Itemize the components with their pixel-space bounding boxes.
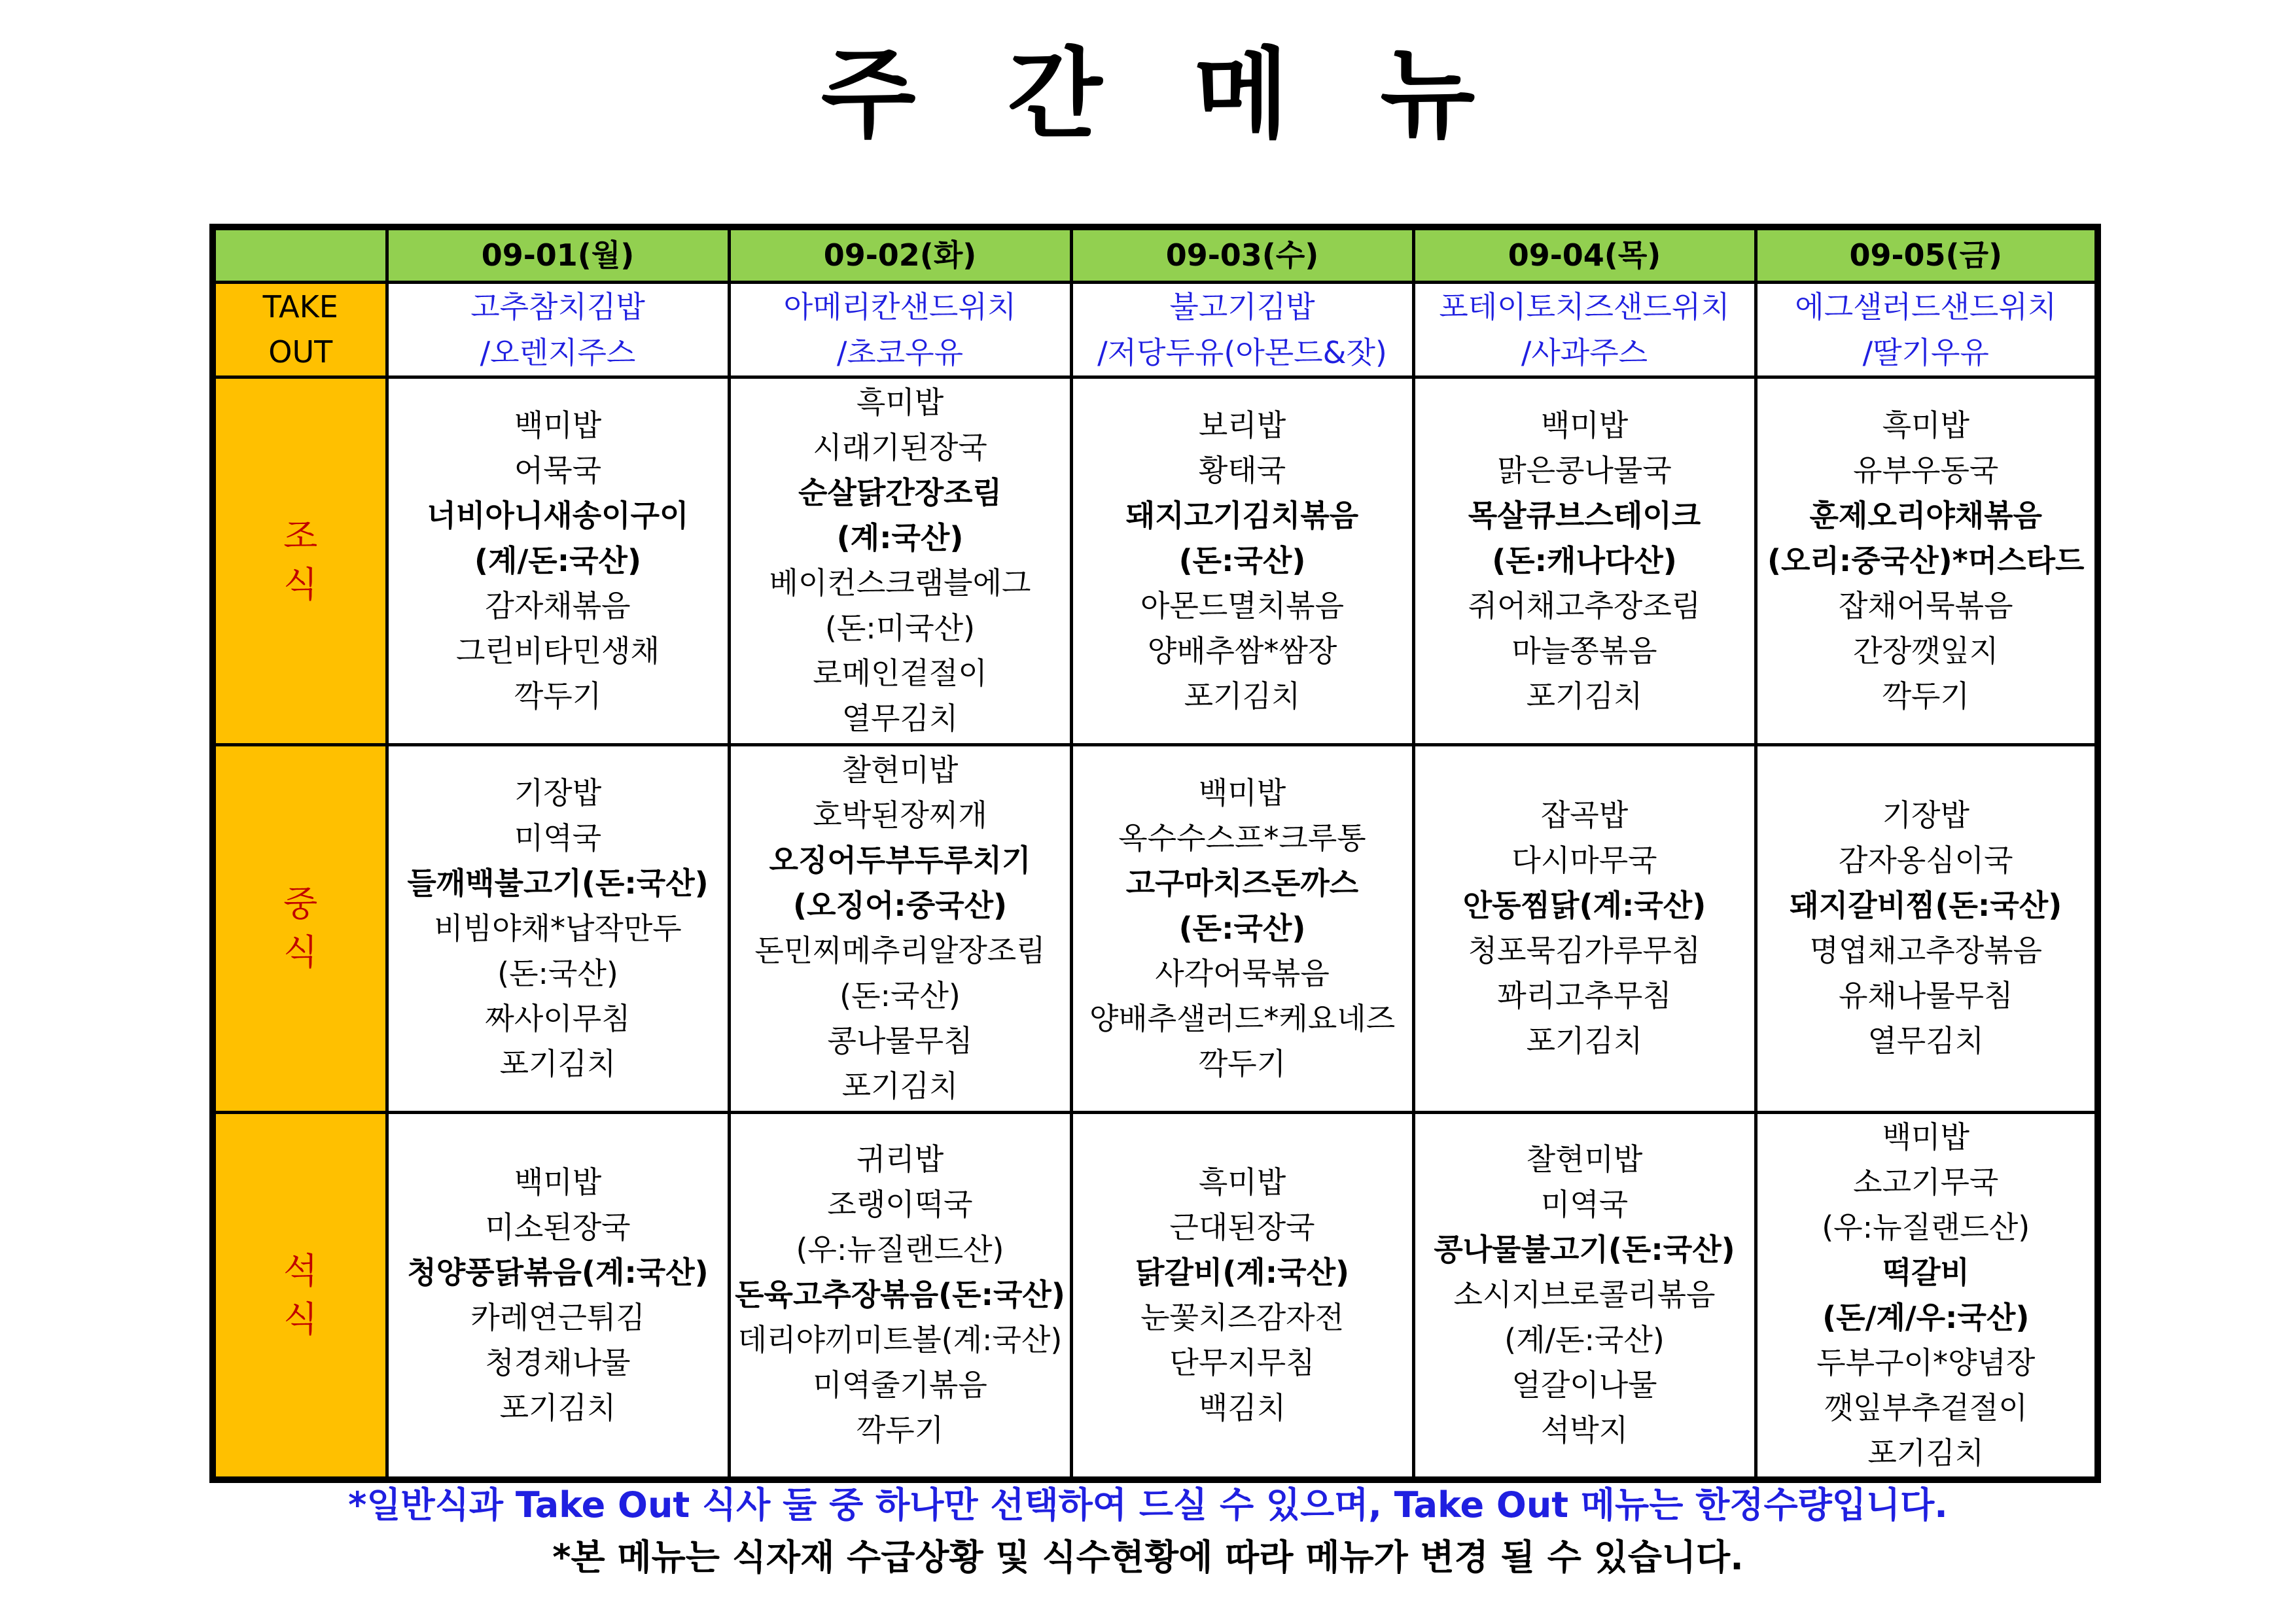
menu-item: 어묵국 — [514, 452, 602, 488]
menu-item: 귀리밥 — [856, 1142, 944, 1178]
meal-label-lunch — [213, 744, 387, 1112]
menu-item: 시래기된장국 — [813, 430, 987, 465]
menu-item: 미역국 — [1540, 1187, 1629, 1223]
menu-item: 청포묵김가루무침 — [1468, 933, 1701, 968]
meal-label-line: 중 — [283, 883, 318, 924]
takeout-cell — [729, 282, 1071, 377]
menu-item: 얼갈이나물 — [1511, 1367, 1657, 1403]
menu-item: 고구마치즈돈까스 — [1125, 865, 1359, 901]
menu-item: 돼지갈비찜(돈:국산) — [1790, 888, 2062, 923]
takeout-row — [213, 282, 2098, 377]
meal-label-breakfast — [213, 377, 387, 744]
menu-item: 유채나물무침 — [1838, 978, 2013, 1013]
page-title — [0, 38, 2296, 152]
menu-item: 양배추쌈*쌈장 — [1147, 633, 1337, 669]
title-char: 간 — [1007, 38, 1103, 152]
menu-item: 베이컨스크램블에그 — [769, 565, 1031, 601]
menu-item: 단무지무침 — [1169, 1344, 1315, 1380]
title-char: 뉴 — [1380, 38, 1475, 152]
menu-item: 청양풍닭볶음(계:국산) — [407, 1254, 709, 1290]
menu-item: 아몬드멸치볶음 — [1140, 587, 1345, 623]
menu-item: 깍두기 — [856, 1412, 944, 1448]
takeout-item: 불고기김밥 — [1169, 288, 1315, 324]
corner-cell — [213, 227, 387, 282]
menu-item: 근대된장국 — [1169, 1209, 1315, 1245]
dinner-row — [213, 1112, 2098, 1480]
menu-item: (돈:국산) — [1178, 910, 1306, 946]
menu-item: 카레연근튀김 — [470, 1299, 645, 1335]
takeout-cell — [387, 282, 729, 377]
menu-cell — [1413, 744, 1756, 1112]
menu-item: 안동찜닭(계:국산) — [1462, 888, 1706, 923]
menu-item: 사각어묵볶음 — [1155, 955, 1330, 991]
date-header-row — [213, 227, 2098, 282]
menu-item: 포기김치 — [1526, 1023, 1643, 1058]
menu-item: 잡곡밥 — [1540, 797, 1629, 833]
menu-item: 간장깻잎지 — [1853, 633, 1999, 669]
menu-item: 그린비타민생채 — [455, 633, 660, 669]
menu-item: 흑미밥 — [856, 385, 944, 420]
menu-item: 훈제오리야채볶음 — [1809, 497, 2042, 533]
menu-cell — [1071, 744, 1413, 1112]
meal-label-line: 조 — [283, 515, 318, 557]
menu-item: 미소된장국 — [485, 1209, 631, 1245]
takeout-label — [213, 282, 387, 377]
takeout-item: 에그샐러드샌드위치 — [1795, 288, 2057, 324]
menu-item: 양배추샐러드*케요네즈 — [1089, 1000, 1396, 1036]
takeout-item: 아메리칸샌드위치 — [783, 288, 1017, 324]
menu-item: 흑미밥 — [1198, 1164, 1286, 1200]
menu-item: 찰현미밥 — [841, 752, 959, 788]
menu-item: 황태국 — [1198, 452, 1286, 488]
menu-item: 눈꽃치즈감자전 — [1140, 1299, 1345, 1335]
menu-item: 깍두기 — [1198, 1045, 1286, 1081]
menu-item: 백미밥 — [1198, 775, 1286, 811]
takeout-label-line: OUT — [268, 334, 333, 370]
menu-item: (돈:국산) — [839, 978, 961, 1013]
menu-item: (돈/계/우:국산) — [1822, 1299, 2030, 1335]
meal-label-line: 석 — [283, 1249, 318, 1291]
menu-item: 청경채나물 — [485, 1344, 631, 1380]
menu-cell — [1071, 377, 1413, 744]
menu-cell — [1756, 377, 2098, 744]
menu-item: 찰현미밥 — [1526, 1142, 1643, 1178]
breakfast-row — [213, 377, 2098, 744]
menu-item: (계:국산) — [836, 520, 964, 555]
meal-label-line: 식 — [283, 932, 318, 973]
menu-cell — [1413, 1112, 1756, 1480]
day-header: 09-05(금) — [1756, 227, 2098, 282]
menu-item: (돈:미국산) — [824, 610, 976, 646]
menu-item: 떡갈비 — [1882, 1254, 1969, 1290]
takeout-notice: *일반식과 Take Out 식사 둘 중 하나만 선택하여 드실 수 있으며, Take Out 메뉴는 한정수량입니다. — [348, 1484, 1948, 1526]
menu-item: 감자옹심이국 — [1838, 843, 2013, 878]
menu-item: 꽈리고추무침 — [1497, 978, 1672, 1013]
takeout-drink: /저당두유(아몬드&잣) — [1097, 334, 1387, 370]
menu-item: 콩나물무침 — [827, 1023, 973, 1058]
menu-item: 보리밥 — [1198, 407, 1286, 443]
meal-label-dinner — [213, 1112, 387, 1480]
menu-item: 데리야끼미트볼(계:국산) — [737, 1322, 1063, 1358]
menu-item: 마늘쫑볶음 — [1511, 633, 1657, 669]
menu-item: 두부구이*양념장 — [1816, 1344, 2036, 1380]
menu-cell — [387, 744, 729, 1112]
menu-cell — [1756, 744, 2098, 1112]
menu-item: 석박지 — [1540, 1412, 1629, 1448]
menu-change-notice: *본 메뉴는 식자재 수급상황 및 식수현황에 따라 메뉴가 변경 될 수 있습니다. — [552, 1537, 1744, 1578]
menu-item: 맑은콩나물국 — [1497, 452, 1672, 488]
day-header: 09-01(월) — [387, 227, 729, 282]
title-char: 주 — [821, 38, 916, 152]
menu-item: 포기김치 — [1184, 678, 1301, 714]
menu-item: (돈:캐나다산) — [1492, 542, 1677, 578]
menu-item: 옥수수스프*크루통 — [1118, 820, 1366, 856]
menu-item: 백미밥 — [1882, 1119, 1969, 1155]
menu-item: 백미밥 — [514, 1164, 602, 1200]
meal-label-line: 식 — [283, 564, 318, 605]
menu-item: 닭갈비(계:국산) — [1135, 1254, 1350, 1290]
takeout-drink: /딸기우유 — [1862, 334, 1989, 370]
menu-item: 포기김치 — [499, 1045, 616, 1081]
menu-item: 깻잎부추겉절이 — [1824, 1389, 2028, 1425]
title-char: 메 — [1193, 38, 1289, 152]
menu-item: 돈육고추장볶음(돈:국산) — [735, 1277, 1065, 1313]
menu-item: 포기김치 — [841, 1068, 959, 1104]
menu-item: 명엽채고추장볶음 — [1809, 933, 2042, 968]
menu-cell — [729, 744, 1071, 1112]
menu-item: 포기김치 — [1526, 678, 1643, 714]
menu-item: 소시지브로콜리볶음 — [1453, 1277, 1716, 1313]
menu-item: 미역줄기볶음 — [813, 1367, 987, 1403]
menu-item: 순살닭간장조림 — [798, 475, 1002, 510]
menu-item: (우:뉴질랜드산) — [796, 1232, 1004, 1268]
menu-item: 호박된장찌개 — [813, 797, 987, 833]
menu-item: 흑미밥 — [1882, 407, 1969, 443]
menu-item: 비빔야채*납작만두 — [434, 910, 682, 946]
menu-item: 깍두기 — [1882, 678, 1969, 714]
menu-item: (돈:국산) — [1178, 542, 1306, 578]
weekly-menu-table — [209, 224, 2101, 1483]
menu-item: 오징어두부두루치기 — [769, 843, 1031, 878]
menu-item: (오징어:중국산) — [792, 888, 1008, 923]
meal-label-line: 식 — [283, 1298, 318, 1340]
menu-item: 소고기무국 — [1853, 1164, 1999, 1200]
day-header: 09-03(수) — [1071, 227, 1413, 282]
menu-item: 깍두기 — [514, 678, 602, 714]
menu-item: 백김치 — [1198, 1389, 1286, 1425]
menu-item: 포기김치 — [499, 1389, 616, 1425]
menu-item: 로메인겉절이 — [813, 655, 987, 691]
menu-item: 목살큐브스테이크 — [1468, 497, 1701, 533]
menu-item: 콩나물불고기(돈:국산) — [1434, 1232, 1735, 1268]
takeout-cell — [1413, 282, 1756, 377]
menu-item: 열무김치 — [1867, 1023, 1985, 1058]
takeout-drink: /오렌지주스 — [480, 334, 636, 370]
menu-item: 기장밥 — [514, 775, 602, 811]
menu-item: 조랭이떡국 — [827, 1187, 973, 1223]
lunch-row — [213, 744, 2098, 1112]
takeout-item: 고추참치김밥 — [470, 288, 645, 324]
menu-item: 돈민찌메추리알장조림 — [754, 933, 1046, 968]
menu-item: (돈:국산) — [497, 955, 618, 991]
menu-item: 감자채볶음 — [485, 587, 631, 623]
menu-item: 잡채어묵볶음 — [1838, 587, 2013, 623]
menu-cell — [729, 1112, 1071, 1480]
takeout-label-line: TAKE — [262, 288, 338, 324]
menu-cell — [1071, 1112, 1413, 1480]
takeout-cell — [1071, 282, 1413, 377]
takeout-cell — [1756, 282, 2098, 377]
menu-item: 백미밥 — [514, 407, 602, 443]
menu-item: (우:뉴질랜드산) — [1822, 1209, 2030, 1245]
menu-item: (오리:중국산)*머스타드 — [1767, 542, 2085, 578]
menu-item: (계/돈:국산) — [1504, 1322, 1665, 1358]
menu-cell — [1756, 1112, 2098, 1480]
menu-item: 유부우동국 — [1853, 452, 1999, 488]
day-header: 09-02(화) — [729, 227, 1071, 282]
menu-cell — [387, 1112, 729, 1480]
takeout-drink: /사과주스 — [1521, 334, 1648, 370]
menu-cell — [729, 377, 1071, 744]
menu-item: 백미밥 — [1540, 407, 1629, 443]
menu-item: (계/돈:국산) — [474, 542, 641, 578]
menu-item: 짜사이무침 — [485, 1000, 631, 1036]
menu-item: 기장밥 — [1882, 797, 1969, 833]
menu-item: 돼지고기김치볶음 — [1125, 497, 1359, 533]
menu-item: 열무김치 — [841, 701, 959, 736]
takeout-drink: /초코우유 — [836, 334, 964, 370]
menu-cell — [387, 377, 729, 744]
day-header: 09-04(목) — [1413, 227, 1756, 282]
menu-cell — [1413, 377, 1756, 744]
menu-item: 너비아니새송이구이 — [427, 497, 689, 533]
menu-item: 쥐어채고추장조림 — [1468, 587, 1701, 623]
menu-item: 포기김치 — [1867, 1435, 1985, 1471]
takeout-item: 포테이토치즈샌드위치 — [1439, 288, 1730, 324]
menu-item: 들깨백불고기(돈:국산) — [407, 865, 709, 901]
menu-item: 다시마무국 — [1511, 843, 1657, 878]
menu-item: 미역국 — [514, 820, 602, 856]
